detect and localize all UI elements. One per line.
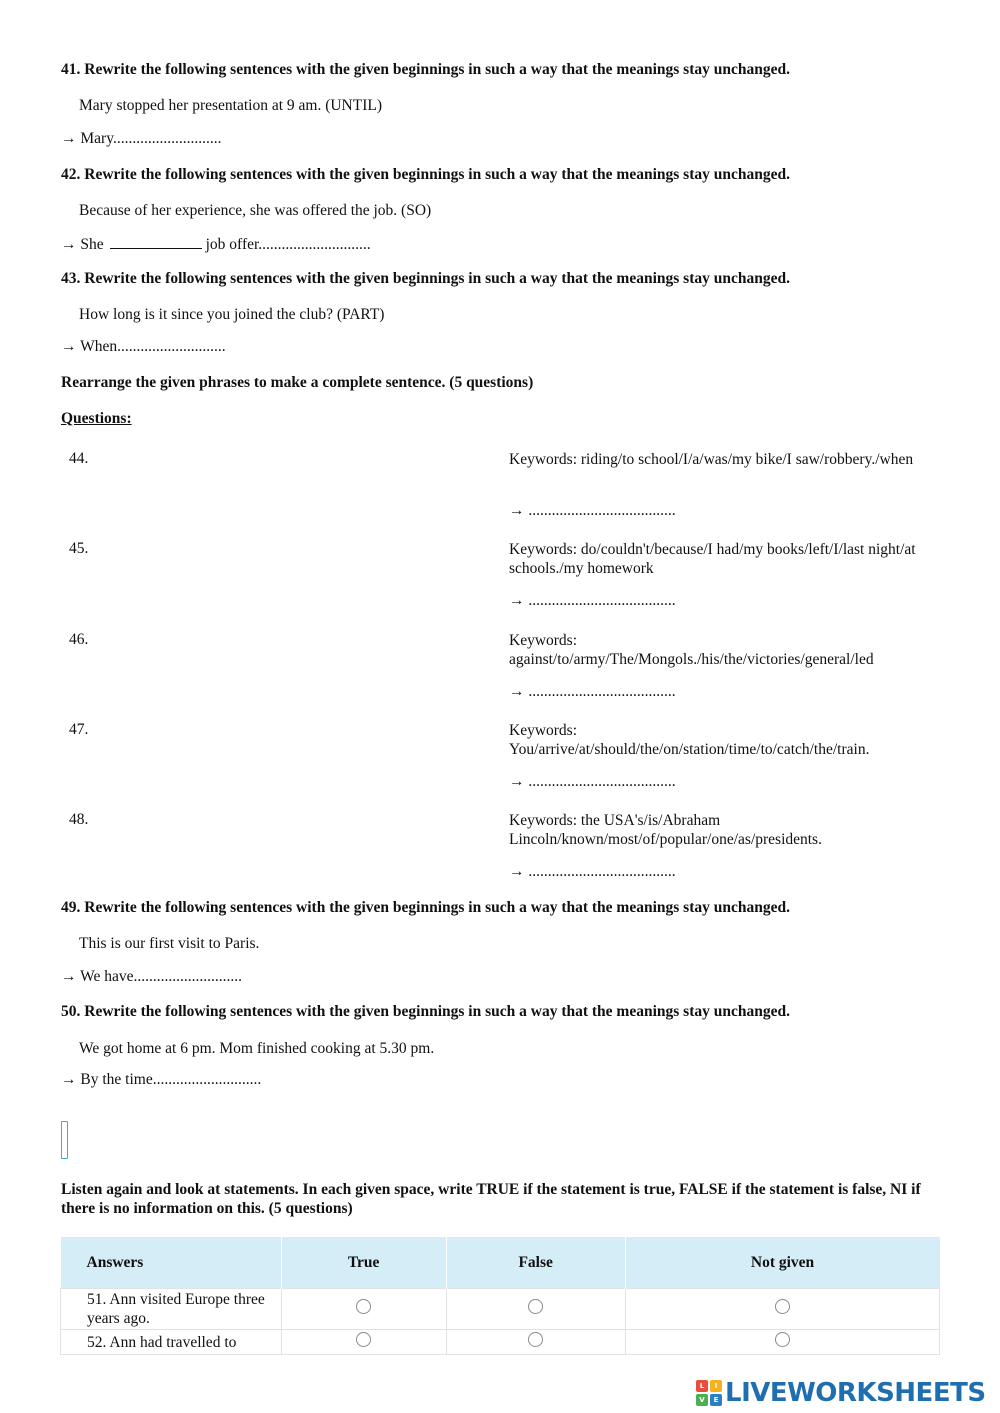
- header-false: False: [446, 1237, 625, 1289]
- radio-false[interactable]: [528, 1299, 543, 1314]
- liveworksheets-logo: [696, 1378, 986, 1408]
- rearrange-answer-field[interactable]: → ......................................: [509, 863, 676, 880]
- radio-not-given[interactable]: [775, 1299, 790, 1314]
- rearrange-answer-field[interactable]: → ......................................: [509, 592, 676, 609]
- keywords-text: Keywords: riding/to school/I/a/was/my bike/I saw/robbery./when: [509, 451, 914, 468]
- audio-player-placeholder[interactable]: [61, 1121, 68, 1159]
- item-number: 46.: [69, 631, 89, 648]
- keywords-text: Keywords: the USA's/is/Abraham Lincoln/known/most/of/popular/one/as/presidents.: [509, 812, 822, 848]
- listening-instruction: Listen again and look at statements. In each given space, write TRUE if the statement is true, FALSE if the statement is false, NI if there is no information on this. (5 questions): [61, 1181, 921, 1217]
- item-number: 47.: [69, 721, 89, 738]
- radio-true[interactable]: [356, 1299, 371, 1314]
- question-49-sentence: This is our first visit to Paris.: [79, 935, 260, 952]
- keywords-text: Keywords: do/couldn't/because/I had/my books/left/I/last night/at schools./my homework: [509, 541, 916, 577]
- question-42-answer-prefix: → She: [61, 236, 104, 253]
- rearrange-answer-field[interactable]: → ......................................: [509, 502, 676, 519]
- rearrange-answer-field[interactable]: → ......................................: [509, 683, 676, 700]
- logo-mark-letter: E: [710, 1394, 722, 1406]
- radio-false[interactable]: [528, 1332, 543, 1347]
- question-41-instruction: 41. Rewrite the following sentences with the given beginnings in such a way that the meanings stay unchanged.: [61, 61, 790, 78]
- question-41-answer-field[interactable]: → Mary............................: [61, 130, 222, 147]
- question-49-answer-field[interactable]: → We have............................: [61, 968, 242, 985]
- true-cell: [281, 1330, 446, 1355]
- question-43-answer-field[interactable]: → When............................: [61, 338, 226, 355]
- statement-cell: 51. Ann visited Europe three years ago.: [61, 1289, 282, 1330]
- logo-mark-letter: I: [710, 1380, 722, 1392]
- question-50-answer-field[interactable]: → By the time............................: [61, 1071, 262, 1088]
- logo-mark-icon: [696, 1380, 722, 1406]
- question-43-sentence: How long is it since you joined the club? (PART): [79, 306, 385, 323]
- item-number: 45.: [69, 540, 89, 557]
- logo-mark-letter: V: [696, 1394, 708, 1406]
- logo-text: LIVEWORKSHEETS: [725, 1378, 986, 1408]
- question-42-answer-field[interactable]: job offer.............................: [205, 236, 371, 253]
- questions-label: Questions:: [61, 410, 132, 427]
- question-42-instruction: 42. Rewrite the following sentences with the given beginnings in such a way that the meanings stay unchanged.: [61, 166, 790, 183]
- item-number: 48.: [69, 811, 89, 828]
- header-not-given: Not given: [625, 1237, 939, 1289]
- true-cell: [281, 1289, 446, 1330]
- logo-mark-letter: L: [696, 1380, 708, 1392]
- radio-true[interactable]: [356, 1332, 371, 1347]
- table-row: [61, 1289, 940, 1330]
- header-answers: Answers: [61, 1237, 282, 1289]
- header-true: True: [281, 1237, 446, 1289]
- question-42-blank-input[interactable]: [110, 234, 202, 249]
- question-43-instruction: 43. Rewrite the following sentences with the given beginnings in such a way that the meanings stay unchanged.: [61, 270, 790, 287]
- keywords-text: Keywords: You/arrive/at/should/the/on/station/time/to/catch/the/train.: [509, 722, 870, 758]
- not-given-cell: [625, 1289, 939, 1330]
- rearrange-section-heading: Rearrange the given phrases to make a complete sentence. (5 questions): [61, 374, 534, 391]
- keywords-text: Keywords: against/to/army/The/Mongols./his/the/victories/general/led: [509, 632, 874, 668]
- table-header-row: [61, 1237, 940, 1289]
- true-false-table: [60, 1237, 940, 1355]
- item-number: 44.: [69, 450, 89, 467]
- question-42-sentence: Because of her experience, she was offered the job. (SO): [79, 202, 432, 219]
- rearrange-answer-field[interactable]: → ......................................: [509, 773, 676, 790]
- radio-not-given[interactable]: [775, 1332, 790, 1347]
- false-cell: [446, 1330, 625, 1355]
- question-49-instruction: 49. Rewrite the following sentences with the given beginnings in such a way that the meanings stay unchanged.: [61, 899, 790, 916]
- question-42-answer-line: [61, 234, 371, 254]
- question-50-sentence: We got home at 6 pm. Mom finished cooking at 5.30 pm.: [79, 1040, 435, 1057]
- false-cell: [446, 1289, 625, 1330]
- table-row: [61, 1330, 940, 1355]
- question-50-instruction: 50. Rewrite the following sentences with the given beginnings in such a way that the meanings stay unchanged.: [61, 1003, 790, 1020]
- question-41-sentence: Mary stopped her presentation at 9 am. (UNTIL): [79, 97, 383, 114]
- statement-cell: 52. Ann had travelled to: [61, 1330, 282, 1355]
- not-given-cell: [625, 1330, 939, 1355]
